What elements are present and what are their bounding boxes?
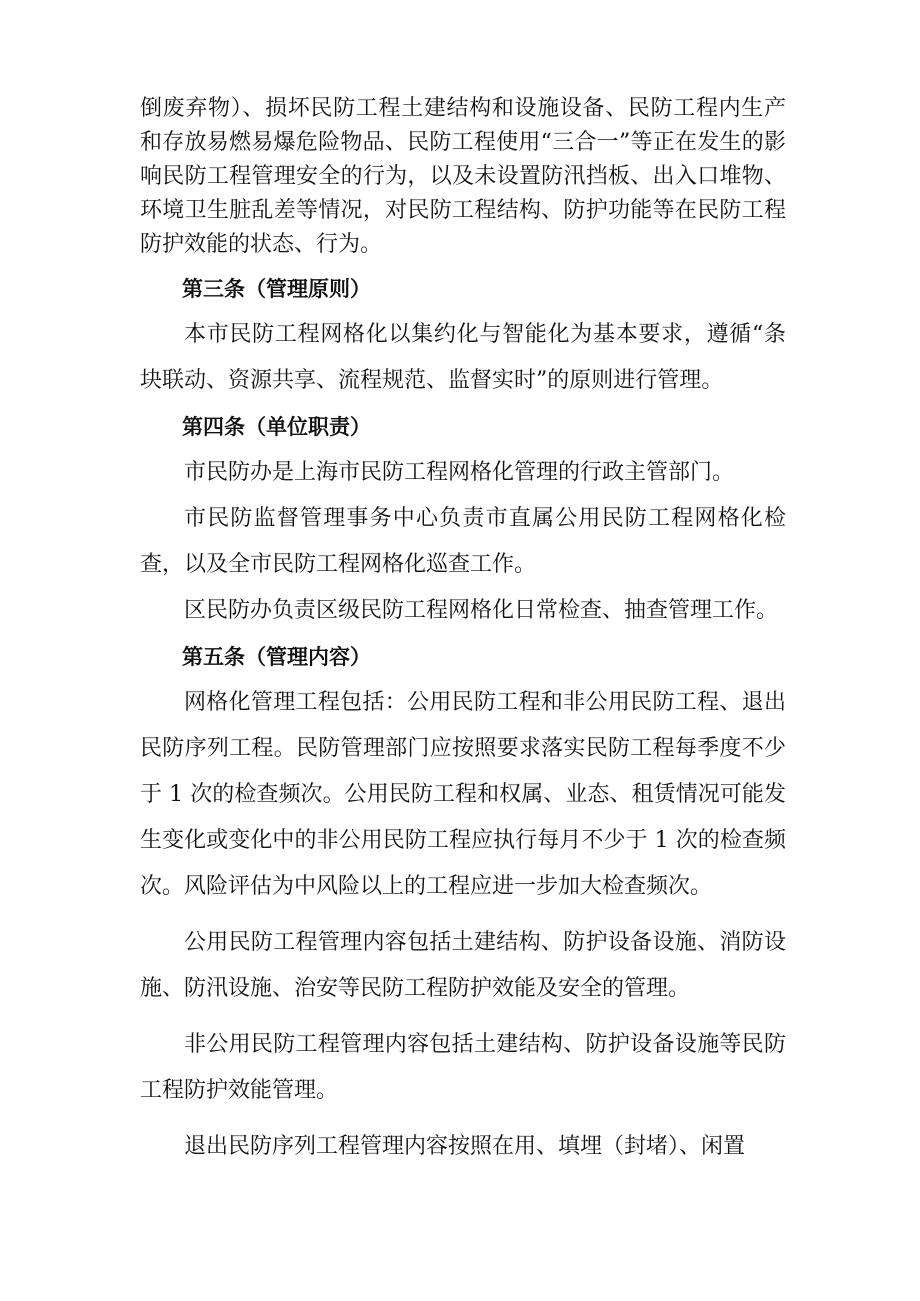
article-5-paragraph-1: 网格化管理工程包括：公用民防工程和非公用民防工程、退出民防序列工程。民防管理部门应按照要求落实民防工程每季度不少于 1 次的检查频次。公用民防工程和权属、业态、租赁情况可能发生变化或变化中的非公用民防工程应执行每月不少于 1 次的检查频次。风险评估为中风险以上的工程应进一步加大检查频次。 [140,690,786,899]
intro-paragraph: 倒废弃物）、损坏民防工程土建结构和设施设备、民防工程内生产和存放易燃易爆危险物品、民防工程使用“三合一”等正在发生的影响民防工程管理安全的行为，以及未设置防汛挡板、出入口堆物、环境卫生脏乱差等情况，对民防工程结构、防护功能等在民防工程防护效能的状态、行为。 [140,96,786,257]
article-3-paragraph-1: 本市民防工程网格化以集约化与智能化为基本要求，遵循“条块联动、资源共享、流程规范、监督实时”的原则进行管理。 [140,322,786,393]
article-5-paragraph-2: 公用民防工程管理内容包括土建结构、防护设备设施、消防设施、防汛设施、治安等民防工程防护效能及安全的管理。 [140,930,786,1001]
article-5-paragraph-3: 非公用民防工程管理内容包括土建结构、防护设备设施等民防工程防护效能管理。 [140,1032,786,1103]
article-3-heading: 第三条（管理原则） [182,277,371,301]
article-4-paragraph-2: 市民防监督管理事务中心负责市直属公用民防工程网格化检查，以及全市民防工程网格化巡查工作。 [140,506,786,577]
article-4-paragraph-3: 区民防办负责区级民防工程网格化日常检查、抽查管理工作。 [184,598,779,623]
article-5-paragraph-4: 退出民防序列工程管理内容按照在用、填埋（封堵）、闲置 [184,1134,746,1159]
article-4-heading: 第四条（单位职责） [182,415,371,439]
article-5-heading: 第五条（管理内容） [182,645,371,669]
article-4-paragraph-1: 市民防办是上海市民防工程网格化管理的行政主管部门。 [184,460,735,485]
